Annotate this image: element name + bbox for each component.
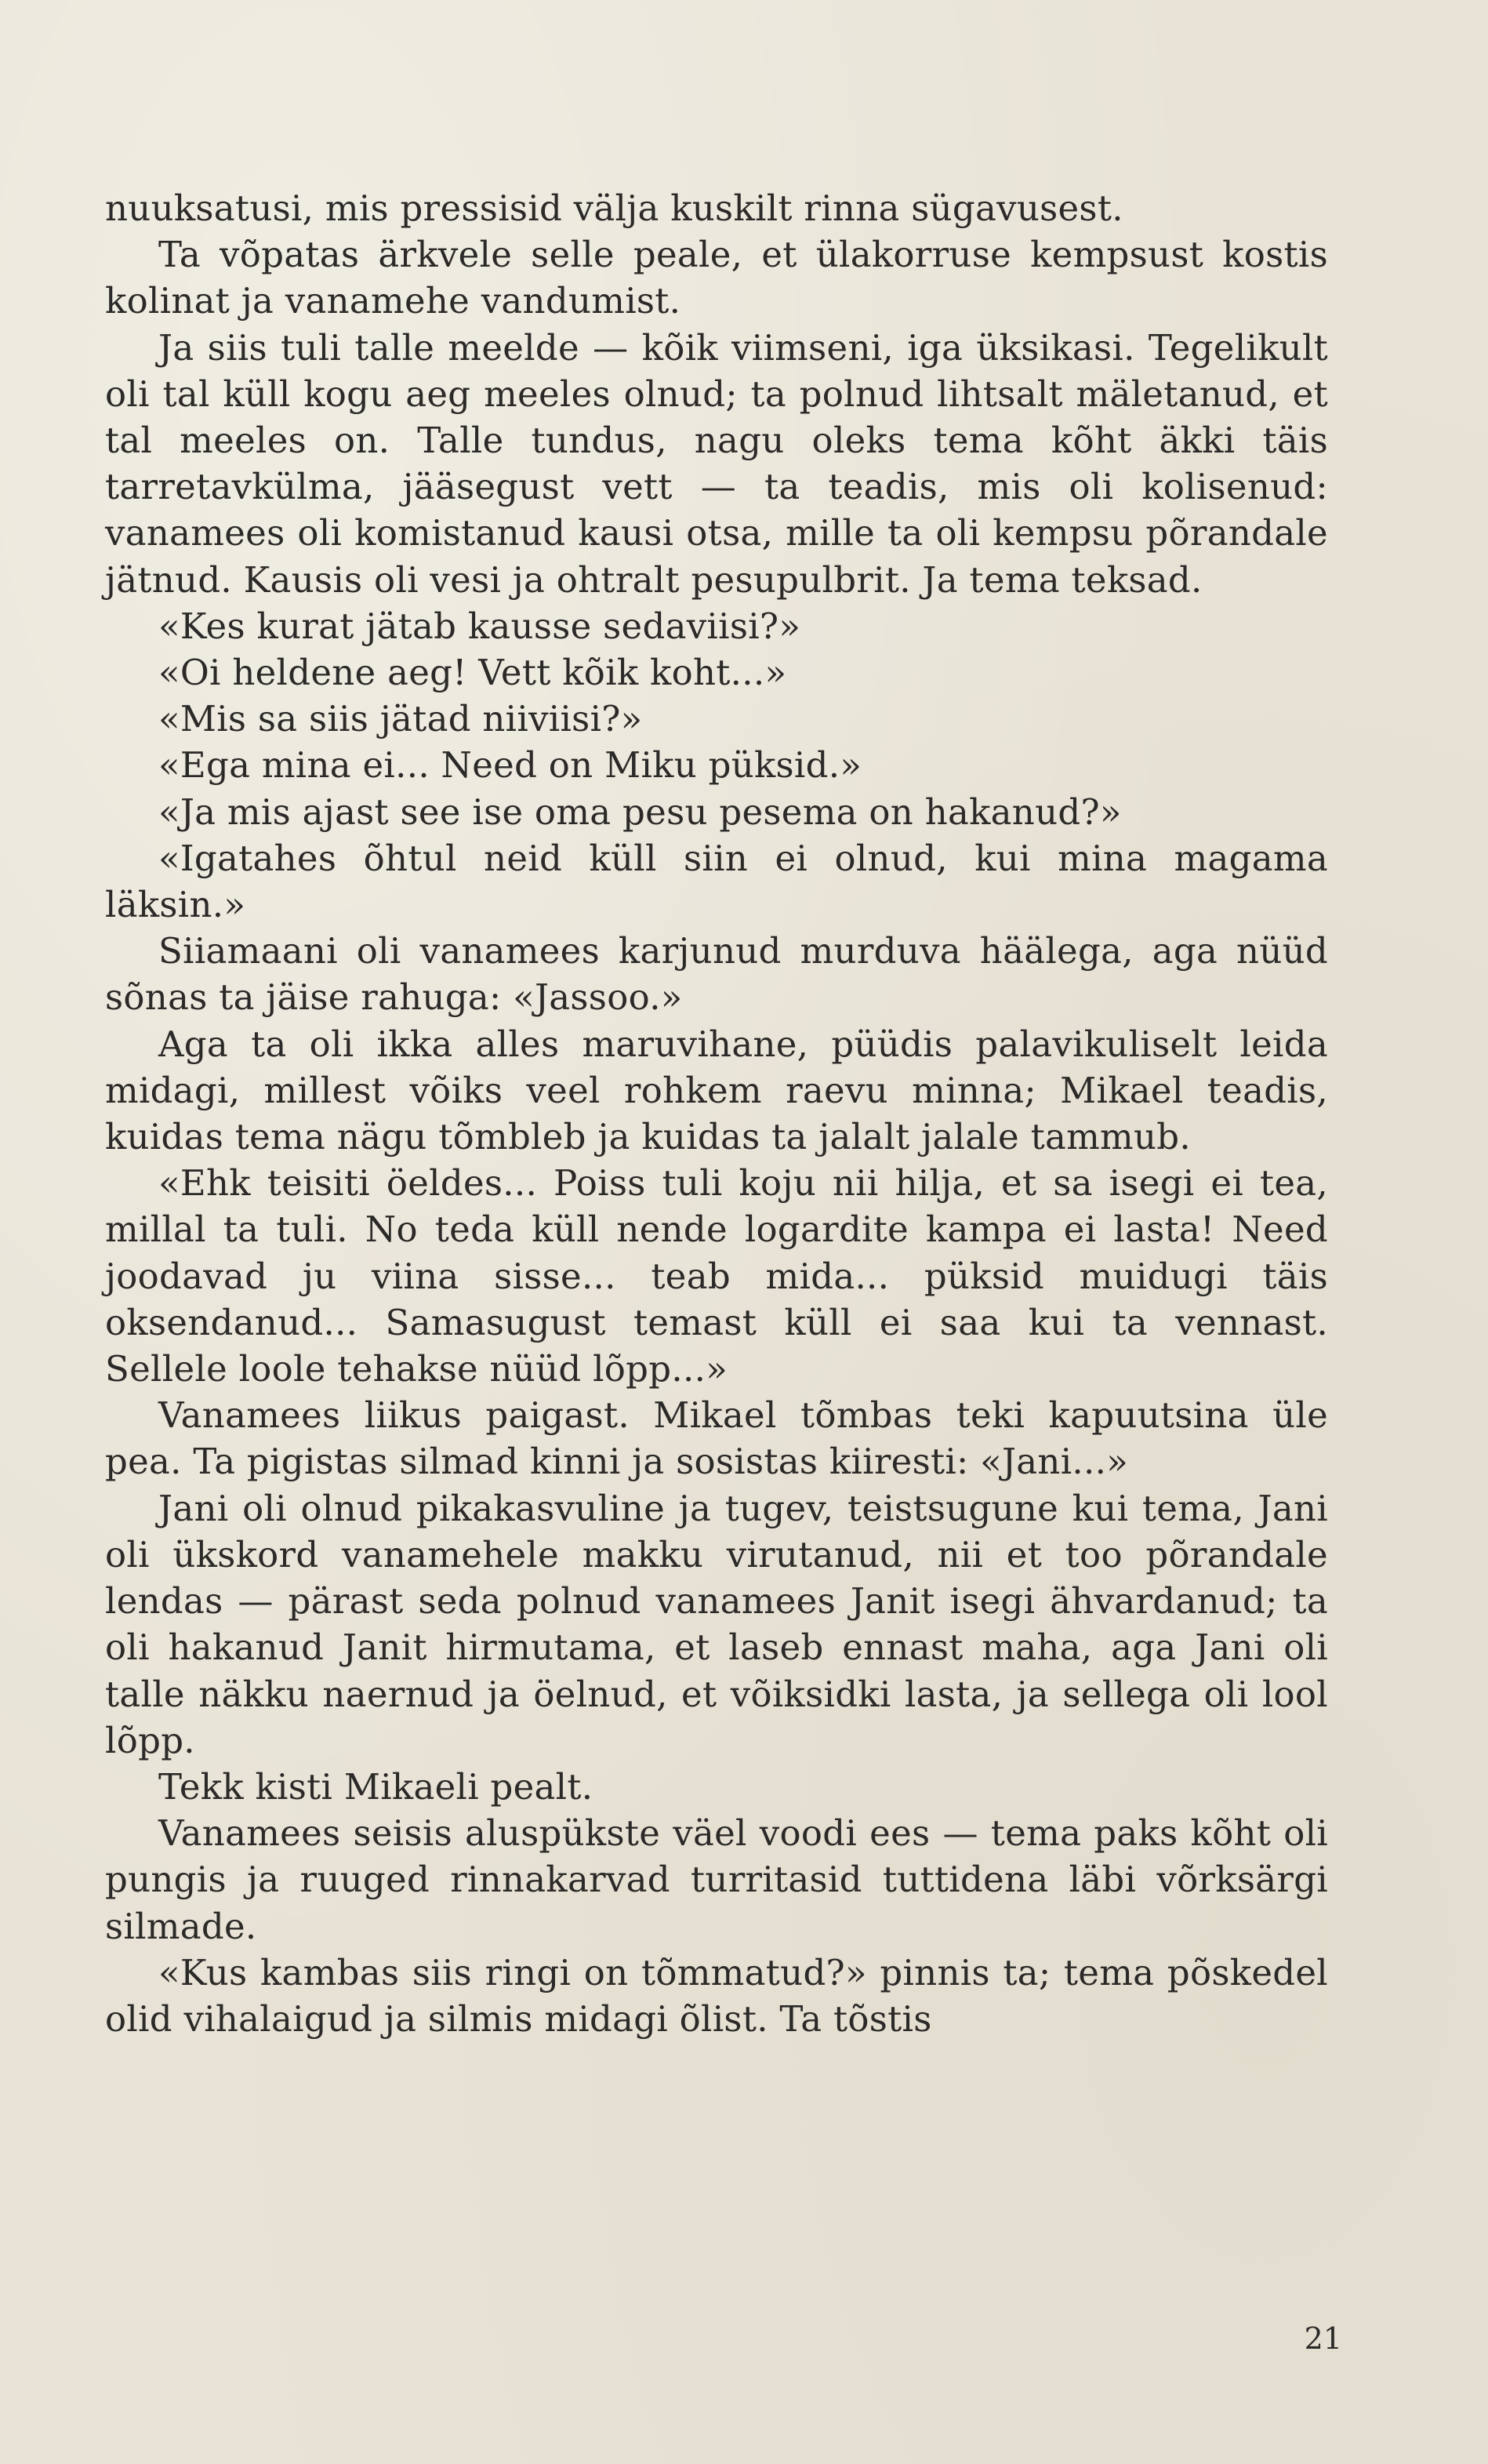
paragraph: nuuksatusi, mis pressisid välja kuskilt rinna sügavusest. (105, 187, 1123, 229)
paragraph: Tekk kisti Mikaeli pealt. (158, 1765, 593, 1808)
paragraph: «Ega mina ei... Need on Miku püksid.» (158, 744, 862, 787)
paragraph: «Oi heldene aeg! Vett kõik koht...» (158, 652, 787, 694)
body-text (105, 185, 1328, 2042)
paragraph: «Mis sa siis jätad niiviisi?» (158, 698, 643, 740)
paragraph: Vanamees seisis aluspükste väel voodi ees — tema paks kõht oli pungis ja ruuged rinnakarvad turritasid tuttidena läbi võrksärgi silmade. (105, 1812, 1328, 1947)
page-number: 21 (1304, 2321, 1342, 2356)
paragraph: «Ehk teisiti öeldes... Poiss tuli koju nii hilja, et sa isegi ei tea, millal ta tuli. No teda küll nende logardite kampa ei lasta! Need joodavad ju viina sisse... teab mida... püksid muidugi täis oksendanud... Samasugust temast küll ei saa kui ta vennast. Sellele loole tehakse nüüd lõpp...» (105, 1162, 1328, 1390)
paragraph: Vanamees liikus paigast. Mikael tõmbas teki kapuutsina üle pea. Ta pigistas silmad kinni ja sosistas kiiresti: «Jani...» (105, 1394, 1328, 1483)
paragraph: «Ja mis ajast see ise oma pesu pesema on hakanud?» (158, 790, 1122, 833)
paragraph: «Kus kambas siis ringi on tõmmatud?» pinnis ta; tema põskedel olid vihalaigud ja silmis midagi õlist. Ta tõstis (105, 1951, 1328, 2040)
paragraph: «Igatahes õhtul neid küll siin ei olnud, kui mina magama läksin.» (105, 837, 1328, 926)
paragraph: Ta võpatas ärkvele selle peale, et ülakorruse kempsust kostis kolinat ja vanamehe vandumist. (105, 234, 1328, 322)
paragraph: Siiamaani oli vanamees karjunud murduva häälega, aga nüüd sõnas ta jäise rahuga: «Jassoo.» (105, 930, 1328, 1019)
paragraph: Ja siis tuli talle meelde — kõik viimseni, iga üksikasi. Tegelikult oli tal küll kogu aeg meeles olnud; ta polnud lihtsalt mäletanud, et tal meeles on. Talle tundus, nagu oleks tema kõht äkki täis tarretavkülma, jääsegust vett — ta teadis, mis oli kolisenud: vanamees oli komistanud kausi otsa, mille ta oli kempsu põrandale jätnud. Kausis oli vesi ja ohtralt pesupulbrit. Ja tema teksad. (105, 326, 1328, 601)
paragraph: Jani oli olnud pikakasvuline ja tugev, teistsugune kui tema, Jani oli ükskord vanamehele makku virutanud, nii et too põrandale lendas — pärast seda polnud vanamees Janit isegi ähvardanud; ta oli hakanud Janit hirmutama, et laseb ennast maha, aga Jani oli talle näkku naernud ja öelnud, et võiksidki lasta, ja sellega oli lool lõpp. (105, 1487, 1328, 1761)
paragraph: «Kes kurat jätab kausse sedaviisi?» (158, 605, 801, 647)
paragraph: Aga ta oli ikka alles maruvihane, püüdis palavikuliselt leida midagi, millest võiks veel rohkem raevu minna; Mikael teadis, kuidas tema nägu tõmbleb ja kuidas ta jalalt jalale tammub. (105, 1023, 1328, 1158)
